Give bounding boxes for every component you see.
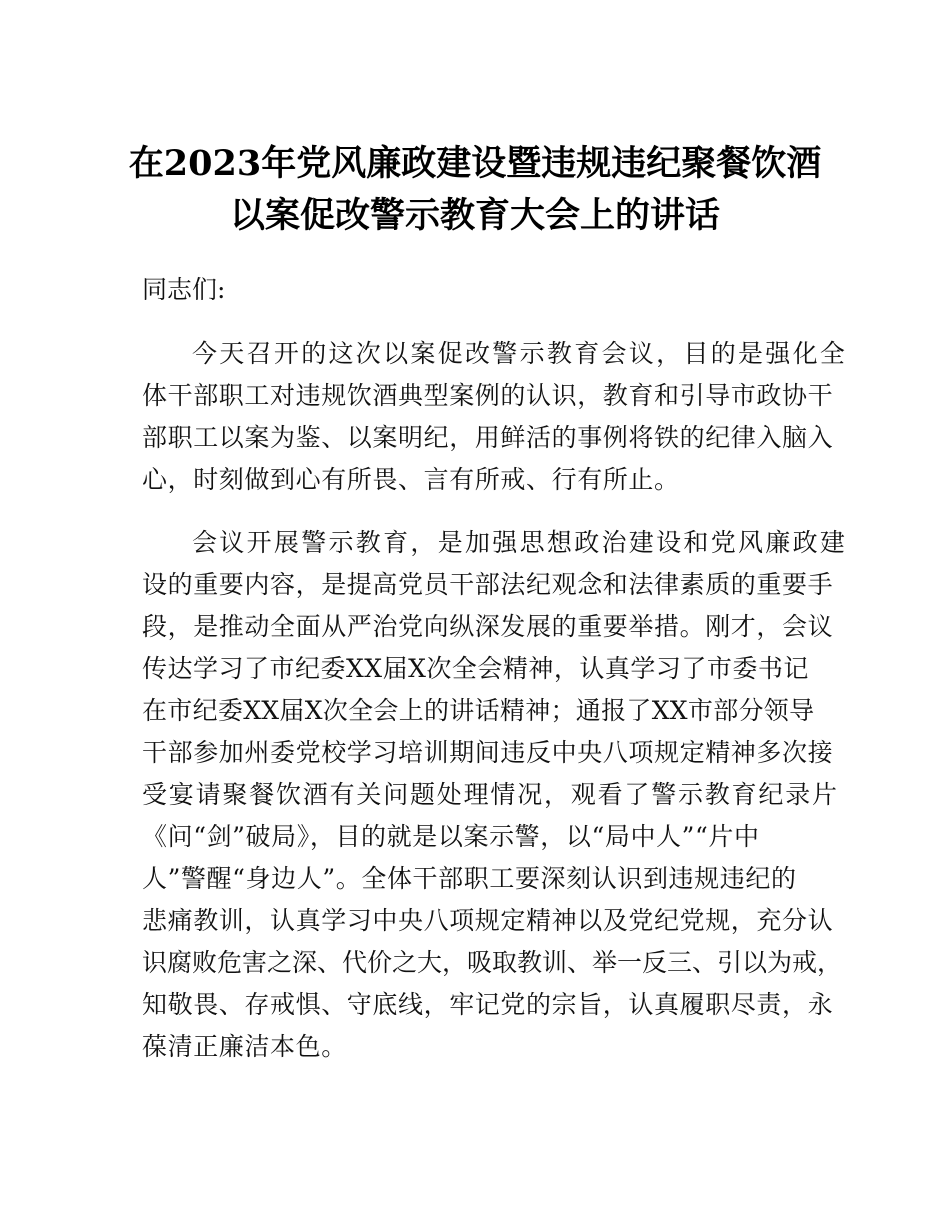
paragraph-line: 会议开展警示教育，是加强思想政治建设和党风廉政建	[192, 528, 848, 557]
paragraph-line: 干部参加州委党校学习培训期间违反中央八项规定精神多次接	[142, 738, 834, 767]
paragraph-line: 葆清正廉洁本色。	[142, 1032, 347, 1061]
paragraph-line: 体干部职工对违规饮酒典型案例的认识，教育和引导市政协干	[142, 381, 834, 410]
paragraph-line: 在市纪委XX届X次全会上的讲话精神；通报了XX市部分领导	[142, 696, 815, 725]
paragraph-line: 部职工以案为鉴、以案明纪，用鲜活的事例将铁的纪律入脑入	[142, 423, 834, 452]
document-title-line-2: 以案促改警示教育大会上的讲话	[229, 195, 720, 236]
paragraph-line: 悲痛教训，认真学习中央八项规定精神以及党纪党规，充分认	[142, 906, 834, 935]
paragraph-line: 心，时刻做到心有所畏、言有所戒、行有所止。	[142, 465, 680, 494]
document-title-line-1: 在2023年党风廉政建设暨违规违纪聚餐饮酒	[128, 143, 822, 184]
paragraph-2	[142, 522, 848, 1068]
paragraph-line: 今天召开的这次以案促改警示教育会议，目的是强化全	[192, 339, 848, 368]
paragraph-line: 《问“剑”破局》，目的就是以案示警，以“局中人”“片中	[142, 822, 760, 851]
paragraph-line: 知敬畏、存戒惧、守底线，牢记党的宗旨，认真履职尽责，永	[142, 990, 834, 1019]
paragraph-line: 识腐败危害之深、代价之大，吸取教训、举一反三、引以为戒，	[142, 948, 843, 977]
paragraph-line: 受宴请聚餐饮酒有关问题处理情况，观看了警示教育纪录片	[142, 780, 839, 809]
paragraph-1	[142, 333, 848, 501]
paragraph-line: 传达学习了市纪委XX届X次全会精神，认真学习了市委书记	[142, 654, 809, 683]
paragraph-line: 段，是推动全面从严治党向纵深发展的重要举措。刚才，会议	[142, 612, 834, 641]
paragraph-line: 设的重要内容，是提高党员干部法纪观念和法律素质的重要手	[142, 570, 834, 599]
salutation: 同志们:	[142, 275, 226, 304]
paragraph-line: 人”警醒“身边人”。全体干部职工要深刻认识到违规违纪的	[142, 864, 797, 893]
